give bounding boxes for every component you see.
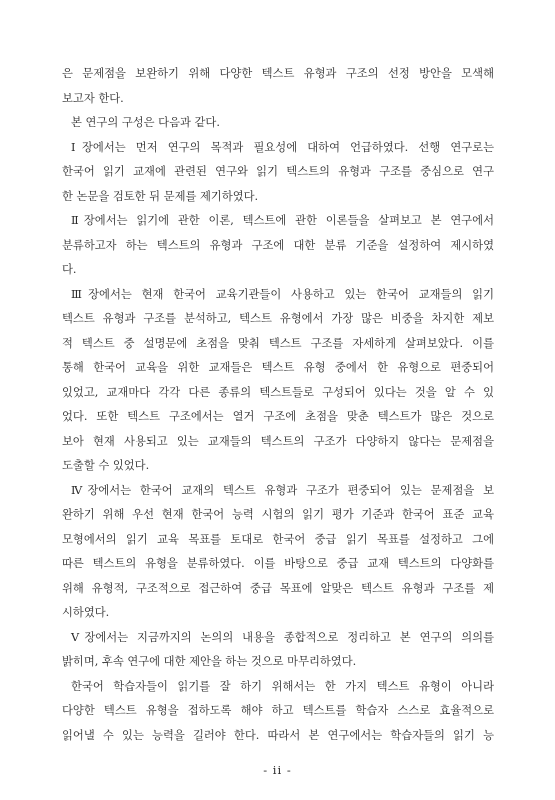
text-line: 었다. 또한 텍스트 구조에서는 열거 구조에 초점을 맞춘 텍스트가 많은 것으로 — [62, 410, 494, 423]
text-line: 보아 현재 사용되고 있는 교재들의 텍스트의 구조가 다양하지 않다는 문제점을 — [62, 434, 494, 448]
text-line: Ⅰ장에서는 먼저 연구의 목적과 필요성에 대하여 언급하였다. 선행 연구로는 — [71, 140, 494, 154]
page-number: - ii - — [263, 763, 292, 777]
text-line: 한국어 읽기 교재에 관련된 연구와 읽기 텍스트의 유형과 구조를 중심으로 연구 — [62, 165, 494, 178]
text-line: 보고자 한다. — [62, 91, 124, 105]
text-line: 은 문제점을 보완하기 위해 다양한 텍스트 유형과 구조의 선정 방안을 모색해 — [62, 67, 494, 80]
text-line: 완하기 위해 우선 현재 한국어 능력 시험의 읽기 평가 기준과 한국어 표준 교육 — [62, 508, 494, 521]
text-line: 시하였다. — [62, 606, 110, 619]
text-line: Ⅳ장에서는 한국어 교재의 텍스트 유형과 구조가 편중되어 있는 문제점을 보 — [71, 483, 494, 497]
text-line: 모형에서의 읽기 교육 목표를 토대로 한국어 중급 읽기 목표를 설정하고 그에 — [62, 532, 494, 546]
text-line: 한 논문을 검토한 뒤 문제를 제기하였다. — [62, 189, 259, 203]
text-line: Ⅱ장에서는 읽기에 관한 이론, 텍스트에 관한 이론들을 살펴보고 본 연구에서 — [71, 214, 494, 227]
document-body — [62, 62, 494, 748]
text-line: 읽어낼 수 있는 능력을 길러야 한다. 따라서 본 연구에서는 학습자들의 읽기 능 — [62, 728, 494, 742]
text-line: 다양한 텍스트 유형을 접하도록 해야 하고 텍스트를 학습자 스스로 효율적으로 — [62, 704, 494, 717]
text-line: Ⅴ장에서는 지금까지의 논의의 내용을 종합적으로 정리하고 본 연구의 의의를 — [71, 630, 494, 644]
text-line: 본 연구의 구성은 다음과 같다. — [71, 116, 220, 129]
text-line: 따른 텍스트의 유형을 분류하였다. 이를 바탕으로 중급 교재 텍스트의 다양화를 — [62, 557, 494, 570]
text-line: 있었고, 교재마다 각각 다른 종류의 텍스트들로 구성되어 있다는 것을 알 수 있 — [62, 385, 494, 399]
text-line: 적 텍스트 중 설명문에 초점을 맞춰 텍스트 구조를 자세하게 살펴보았다. 이를 — [62, 336, 494, 350]
text-line: 밝히며, 후속 연구에 대한 제안을 하는 것으로 마무리하였다. — [62, 655, 357, 668]
text-line: 도출할 수 있었다. — [62, 459, 150, 472]
text-line: 한국어 학습자들이 읽기를 잘 하기 위해서는 한 가지 텍스트 유형이 아니라 — [71, 679, 494, 693]
text-line: 통해 한국어 교육을 위한 교재들은 텍스트 유형 중에서 한 유형으로 편중되어 — [62, 361, 494, 374]
text-line: 분류하고자 하는 텍스트의 유형과 구조에 대한 분류 기준을 설정하여 제시하였 — [62, 238, 494, 252]
text-line: Ⅲ장에서는 현재 한국어 교육기관들이 사용하고 있는 한국어 교재들의 읽기 — [71, 287, 494, 301]
text-line: 다. — [62, 263, 77, 276]
text-line: 위해 유형적, 구조적으로 접근하여 중급 목표에 알맞은 텍스트 유형과 구조를 제 — [62, 581, 494, 595]
text-line: 텍스트 유형과 구조를 분석하고, 텍스트 유형에서 가장 많은 비중을 차지한 제보 — [62, 312, 494, 325]
